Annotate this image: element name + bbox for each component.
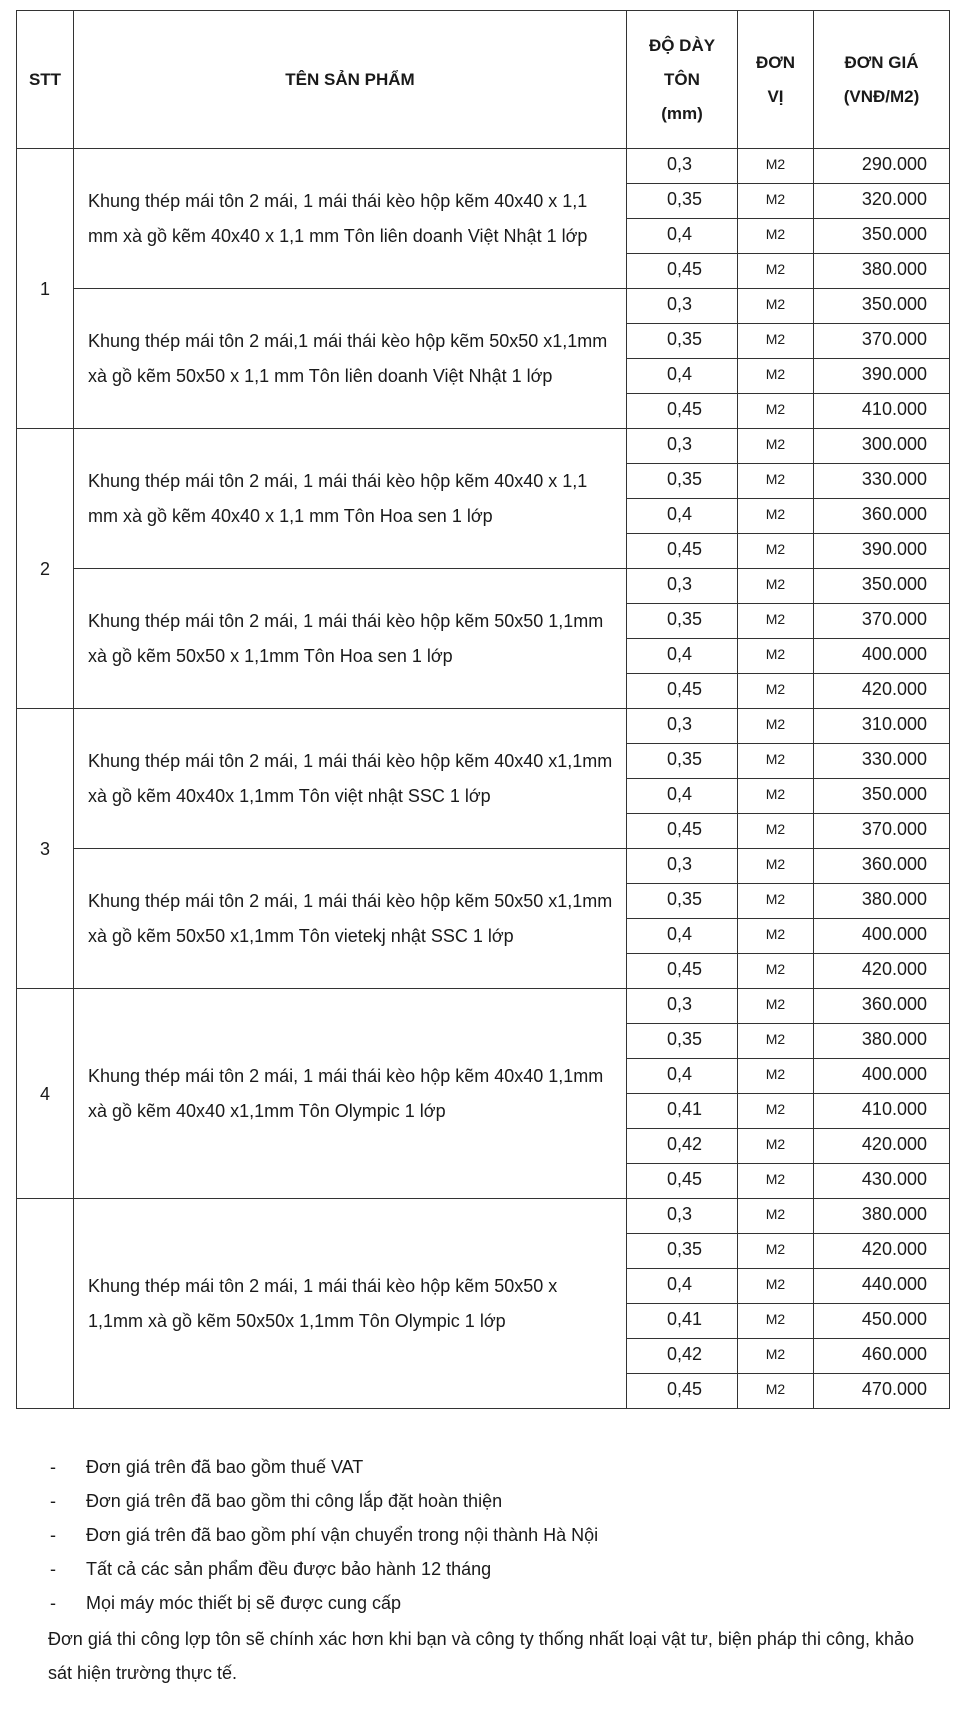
price-cell [814, 814, 950, 849]
unit-cell [738, 989, 814, 1024]
header-price [814, 11, 950, 149]
thickness-cell-text: 0,3 [667, 854, 693, 874]
unit-cell [738, 149, 814, 184]
unit-cell-text: M2 [765, 611, 786, 627]
thickness-cell [627, 639, 738, 674]
note-dash: - [50, 1525, 56, 1545]
unit-cell-text: M2 [765, 366, 786, 382]
price-cell [814, 1339, 950, 1374]
price-cell [814, 1269, 950, 1304]
unit-cell [738, 1269, 814, 1304]
thickness-cell [627, 219, 738, 254]
thickness-cell-text: 0,45 [667, 679, 703, 699]
thickness-cell [627, 1304, 738, 1339]
price-cell-text: 380.000 [861, 259, 927, 279]
thickness-cell [627, 289, 738, 324]
thickness-cell [627, 1024, 738, 1059]
thickness-cell-text: 0,35 [667, 329, 703, 349]
price-cell [814, 1199, 950, 1234]
note-item [48, 1586, 928, 1620]
note-dash: - [50, 1593, 56, 1613]
price-cell [814, 1234, 950, 1269]
note-item [48, 1552, 928, 1586]
unit-cell [738, 1129, 814, 1164]
unit-cell [738, 1164, 814, 1199]
price-cell [814, 359, 950, 394]
table-row [17, 429, 950, 464]
thickness-cell-text: 0,45 [667, 399, 703, 419]
product-name-cell: Khung thép mái tôn 2 mái, 1 mái thái kèo hộp kẽm 40x40 1,1mm xà gồ kẽm 40x40 x1,1mm Tôn Olympic 1 lớp [74, 989, 627, 1199]
thickness-cell-text: 0,3 [667, 994, 693, 1014]
thickness-cell [627, 779, 738, 814]
thickness-cell [627, 1164, 738, 1199]
note-text: Đơn giá trên đã bao gồm phí vận chuyển trong nội thành Hà Nội [86, 1525, 599, 1545]
price-cell [814, 1094, 950, 1129]
price-cell-text: 310.000 [861, 714, 927, 734]
unit-cell [738, 1234, 814, 1269]
price-cell-text: 330.000 [861, 469, 927, 489]
thickness-cell [627, 814, 738, 849]
price-cell-text: 380.000 [861, 889, 927, 909]
thickness-cell-text: 0,3 [667, 434, 693, 454]
price-cell-text: 380.000 [861, 1204, 927, 1224]
stt-cell: 4 [17, 989, 74, 1199]
header-thickness-line: ĐỘ DÀY [648, 35, 716, 55]
table-header-row [17, 11, 950, 149]
unit-cell [738, 254, 814, 289]
thickness-cell [627, 184, 738, 219]
price-cell-text: 360.000 [861, 854, 927, 874]
thickness-cell [627, 1129, 738, 1164]
product-name-cell: Khung thép mái tôn 2 mái, 1 mái thái kèo hộp kẽm 50x50 1,1mm xà gồ kẽm 50x50 x 1,1mm Tôn Hoa sen 1 lớp [74, 569, 627, 709]
unit-cell [738, 709, 814, 744]
unit-cell [738, 1199, 814, 1234]
thickness-cell-text: 0,4 [667, 784, 693, 804]
thickness-cell [627, 359, 738, 394]
table-row [17, 989, 950, 1024]
header-thickness-line: TÔN [664, 69, 700, 89]
table-body [17, 149, 950, 1409]
price-cell [814, 1374, 950, 1409]
unit-cell [738, 919, 814, 954]
thickness-cell [627, 464, 738, 499]
thickness-cell-text: 0,35 [667, 749, 703, 769]
note-dash: - [50, 1457, 56, 1477]
unit-cell-text: M2 [765, 1241, 786, 1257]
price-cell-text: 360.000 [861, 994, 927, 1014]
thickness-cell-text: 0,4 [667, 924, 693, 944]
price-cell-text: 460.000 [861, 1344, 927, 1364]
table-row [17, 289, 950, 324]
unit-cell-text: M2 [765, 471, 786, 487]
price-cell [814, 919, 950, 954]
unit-cell-text: M2 [765, 156, 786, 172]
stt-cell [17, 1199, 74, 1409]
thickness-cell [627, 1199, 738, 1234]
thickness-cell-text: 0,35 [667, 189, 703, 209]
thickness-cell [627, 849, 738, 884]
unit-cell [738, 1094, 814, 1129]
unit-cell [738, 1339, 814, 1374]
price-cell-text: 420.000 [861, 679, 927, 699]
price-cell [814, 674, 950, 709]
price-cell-text: 330.000 [861, 749, 927, 769]
price-cell-text: 350.000 [861, 784, 927, 804]
price-cell [814, 1024, 950, 1059]
table-row [17, 849, 950, 884]
header-unit-line: VỊ [767, 86, 784, 106]
price-cell [814, 1059, 950, 1094]
unit-cell-text: M2 [765, 1346, 786, 1362]
thickness-cell [627, 1339, 738, 1374]
unit-cell [738, 744, 814, 779]
unit-cell-text: M2 [765, 681, 786, 697]
unit-cell [738, 1059, 814, 1094]
unit-cell-text: M2 [765, 1206, 786, 1222]
thickness-cell-text: 0,3 [667, 294, 693, 314]
thickness-cell [627, 954, 738, 989]
header-product: TÊN SẢN PHẨM [74, 11, 627, 149]
price-cell [814, 254, 950, 289]
thickness-cell-text: 0,4 [667, 504, 693, 524]
price-cell [814, 499, 950, 534]
unit-cell [738, 814, 814, 849]
unit-cell [738, 464, 814, 499]
price-cell-text: 420.000 [861, 959, 927, 979]
price-cell-text: 370.000 [861, 819, 927, 839]
thickness-cell-text: 0,41 [667, 1309, 703, 1329]
note-text: Mọi máy móc thiết bị sẽ được cung cấp [86, 1593, 401, 1613]
price-cell-text: 350.000 [861, 574, 927, 594]
price-cell [814, 639, 950, 674]
table-row [17, 569, 950, 604]
thickness-cell [627, 709, 738, 744]
price-cell-text: 410.000 [861, 1099, 927, 1119]
price-cell [814, 324, 950, 359]
price-cell [814, 534, 950, 569]
unit-cell-text: M2 [765, 296, 786, 312]
thickness-cell [627, 674, 738, 709]
unit-cell-text: M2 [765, 1381, 786, 1397]
table-row [17, 149, 950, 184]
price-cell [814, 1164, 950, 1199]
thickness-cell [627, 324, 738, 359]
unit-cell-text: M2 [765, 1171, 786, 1187]
unit-cell-text: M2 [765, 1136, 786, 1152]
header-price-line: (VNĐ/M2) [843, 86, 920, 106]
stt-cell: 1 [17, 149, 74, 429]
price-cell-text: 370.000 [861, 609, 927, 629]
unit-cell-text: M2 [765, 576, 786, 592]
thickness-cell [627, 394, 738, 429]
header-unit-line: ĐƠN [755, 52, 796, 72]
price-cell-text: 360.000 [861, 504, 927, 524]
price-cell-text: 440.000 [861, 1274, 927, 1294]
thickness-cell-text: 0,45 [667, 819, 703, 839]
unit-cell-text: M2 [765, 856, 786, 872]
price-cell-text: 400.000 [861, 1064, 927, 1084]
notes-section [48, 1450, 928, 1690]
price-cell [814, 429, 950, 464]
thickness-cell-text: 0,3 [667, 154, 693, 174]
thickness-cell-text: 0,45 [667, 959, 703, 979]
thickness-cell [627, 149, 738, 184]
price-cell [814, 289, 950, 324]
header-thickness [627, 11, 738, 149]
price-cell-text: 350.000 [861, 294, 927, 314]
unit-cell-text: M2 [765, 996, 786, 1012]
product-name-cell: Khung thép mái tôn 2 mái, 1 mái thái kèo hộp kẽm 40x40 x 1,1 mm xà gồ kẽm 40x40 x 1,1 mm Tôn liên doanh Việt Nhật 1 lớp [74, 149, 627, 289]
unit-cell-text: M2 [765, 926, 786, 942]
price-cell [814, 184, 950, 219]
price-cell-text: 390.000 [861, 364, 927, 384]
thickness-cell-text: 0,4 [667, 364, 693, 384]
unit-cell-text: M2 [765, 646, 786, 662]
note-text: Đơn giá trên đã bao gồm thuế VAT [86, 1457, 364, 1477]
table-row [17, 709, 950, 744]
header-thickness-line: (mm) [661, 103, 703, 123]
unit-cell-text: M2 [765, 716, 786, 732]
price-cell-text: 320.000 [861, 189, 927, 209]
thickness-cell [627, 534, 738, 569]
unit-cell [738, 429, 814, 464]
notes-footer: Đơn giá thi công lợp tôn sẽ chính xác hơn khi bạn và công ty thống nhất loại vật tư, biện pháp thi công, khảo sát hiện trường thực tế. [48, 1629, 915, 1683]
unit-cell-text: M2 [765, 1311, 786, 1327]
product-name-cell: Khung thép mái tôn 2 mái, 1 mái thái kèo hộp kẽm 50x50 x 1,1mm xà gồ kẽm 50x50x 1,1mm Tôn Olympic 1 lớp [74, 1199, 627, 1409]
unit-cell-text: M2 [765, 1066, 786, 1082]
thickness-cell-text: 0,42 [667, 1344, 703, 1364]
unit-cell [738, 674, 814, 709]
header-price-line: ĐƠN GIÁ [844, 52, 919, 72]
thickness-cell-text: 0,41 [667, 1099, 703, 1119]
thickness-cell-text: 0,45 [667, 259, 703, 279]
unit-cell-text: M2 [765, 1101, 786, 1117]
note-item [48, 1450, 928, 1484]
price-cell [814, 709, 950, 744]
thickness-cell [627, 744, 738, 779]
price-cell [814, 954, 950, 989]
stt-cell: 3 [17, 709, 74, 989]
thickness-cell [627, 884, 738, 919]
thickness-cell [627, 569, 738, 604]
notes-list [48, 1450, 928, 1620]
product-name-cell: Khung thép mái tôn 2 mái, 1 mái thái kèo hộp kẽm 40x40 x1,1mm xà gồ kẽm 40x40x 1,1mm Tôn việt nhật SSC 1 lớp [74, 709, 627, 849]
price-cell-text: 410.000 [861, 399, 927, 419]
unit-cell [738, 1024, 814, 1059]
price-cell [814, 1129, 950, 1164]
thickness-cell [627, 1059, 738, 1094]
unit-cell [738, 1304, 814, 1339]
thickness-cell [627, 254, 738, 289]
thickness-cell-text: 0,4 [667, 1274, 693, 1294]
thickness-cell [627, 499, 738, 534]
thickness-cell-text: 0,35 [667, 1239, 703, 1259]
price-cell-text: 420.000 [861, 1239, 927, 1259]
product-name-cell: Khung thép mái tôn 2 mái, 1 mái thái kèo hộp kẽm 50x50 x1,1mm xà gồ kẽm 50x50 x1,1mm Tôn vietekj nhật SSC 1 lớp [74, 849, 627, 989]
unit-cell [738, 779, 814, 814]
price-cell [814, 989, 950, 1024]
price-cell-text: 450.000 [861, 1309, 927, 1329]
thickness-cell [627, 989, 738, 1024]
unit-cell [738, 604, 814, 639]
unit-cell-text: M2 [765, 261, 786, 277]
thickness-cell-text: 0,4 [667, 1064, 693, 1084]
price-cell-text: 290.000 [861, 154, 927, 174]
price-cell-text: 430.000 [861, 1169, 927, 1189]
unit-cell-text: M2 [765, 541, 786, 557]
unit-cell-text: M2 [765, 891, 786, 907]
note-item [48, 1484, 928, 1518]
unit-cell [738, 884, 814, 919]
thickness-cell [627, 919, 738, 954]
price-cell-text: 300.000 [861, 434, 927, 454]
table-row [17, 1199, 950, 1234]
price-cell [814, 394, 950, 429]
thickness-cell-text: 0,3 [667, 714, 693, 734]
thickness-cell-text: 0,4 [667, 644, 693, 664]
price-cell [814, 219, 950, 254]
note-text: Đơn giá trên đã bao gồm thi công lắp đặt hoàn thiện [86, 1491, 503, 1511]
price-cell [814, 884, 950, 919]
thickness-cell [627, 429, 738, 464]
thickness-cell [627, 1234, 738, 1269]
thickness-cell-text: 0,45 [667, 539, 703, 559]
unit-cell-text: M2 [765, 226, 786, 242]
stt-cell: 2 [17, 429, 74, 709]
price-cell-text: 470.000 [861, 1379, 927, 1399]
note-dash: - [50, 1491, 56, 1511]
thickness-cell [627, 1269, 738, 1304]
unit-cell-text: M2 [765, 331, 786, 347]
unit-cell-text: M2 [765, 1276, 786, 1292]
price-cell [814, 604, 950, 639]
unit-cell-text: M2 [765, 1031, 786, 1047]
unit-cell [738, 219, 814, 254]
price-cell [814, 744, 950, 779]
unit-cell-text: M2 [765, 191, 786, 207]
unit-cell [738, 569, 814, 604]
price-cell-text: 390.000 [861, 539, 927, 559]
price-cell [814, 779, 950, 814]
price-cell-text: 370.000 [861, 329, 927, 349]
price-cell [814, 464, 950, 499]
price-cell [814, 1304, 950, 1339]
price-cell-text: 350.000 [861, 224, 927, 244]
unit-cell [738, 534, 814, 569]
price-table [16, 10, 950, 1409]
header-stt: STT [17, 11, 74, 149]
unit-cell [738, 499, 814, 534]
unit-cell [738, 289, 814, 324]
price-cell-text: 400.000 [861, 924, 927, 944]
note-text: Tất cả các sản phẩm đều được bảo hành 12 tháng [86, 1559, 492, 1579]
price-cell-text: 400.000 [861, 644, 927, 664]
thickness-cell [627, 1374, 738, 1409]
price-cell [814, 849, 950, 884]
thickness-cell-text: 0,3 [667, 1204, 693, 1224]
price-cell-text: 420.000 [861, 1134, 927, 1154]
unit-cell-text: M2 [765, 786, 786, 802]
note-item [48, 1518, 928, 1552]
unit-cell [738, 359, 814, 394]
thickness-cell [627, 604, 738, 639]
thickness-cell-text: 0,35 [667, 1029, 703, 1049]
unit-cell-text: M2 [765, 401, 786, 417]
thickness-cell-text: 0,35 [667, 469, 703, 489]
thickness-cell-text: 0,4 [667, 224, 693, 244]
thickness-cell-text: 0,45 [667, 1169, 703, 1189]
thickness-cell-text: 0,3 [667, 574, 693, 594]
header-unit [738, 11, 814, 149]
unit-cell-text: M2 [765, 961, 786, 977]
thickness-cell-text: 0,35 [667, 609, 703, 629]
unit-cell-text: M2 [765, 436, 786, 452]
unit-cell [738, 954, 814, 989]
unit-cell [738, 184, 814, 219]
product-name-cell: Khung thép mái tôn 2 mái, 1 mái thái kèo hộp kẽm 40x40 x 1,1 mm xà gồ kẽm 40x40 x 1,1 mm Tôn Hoa sen 1 lớp [74, 429, 627, 569]
thickness-cell-text: 0,45 [667, 1379, 703, 1399]
thickness-cell [627, 1094, 738, 1129]
unit-cell [738, 324, 814, 359]
unit-cell [738, 394, 814, 429]
price-cell-text: 380.000 [861, 1029, 927, 1049]
product-name-cell: Khung thép mái tôn 2 mái,1 mái thái kèo hộp kẽm 50x50 x1,1mm xà gồ kẽm 50x50 x 1,1 mm Tôn liên doanh Việt Nhật 1 lớp [74, 289, 627, 429]
price-cell [814, 149, 950, 184]
unit-cell [738, 639, 814, 674]
unit-cell [738, 1374, 814, 1409]
note-dash: - [50, 1559, 56, 1579]
price-cell [814, 569, 950, 604]
unit-cell [738, 849, 814, 884]
unit-cell-text: M2 [765, 751, 786, 767]
unit-cell-text: M2 [765, 506, 786, 522]
thickness-cell-text: 0,35 [667, 889, 703, 909]
unit-cell-text: M2 [765, 821, 786, 837]
thickness-cell-text: 0,42 [667, 1134, 703, 1154]
